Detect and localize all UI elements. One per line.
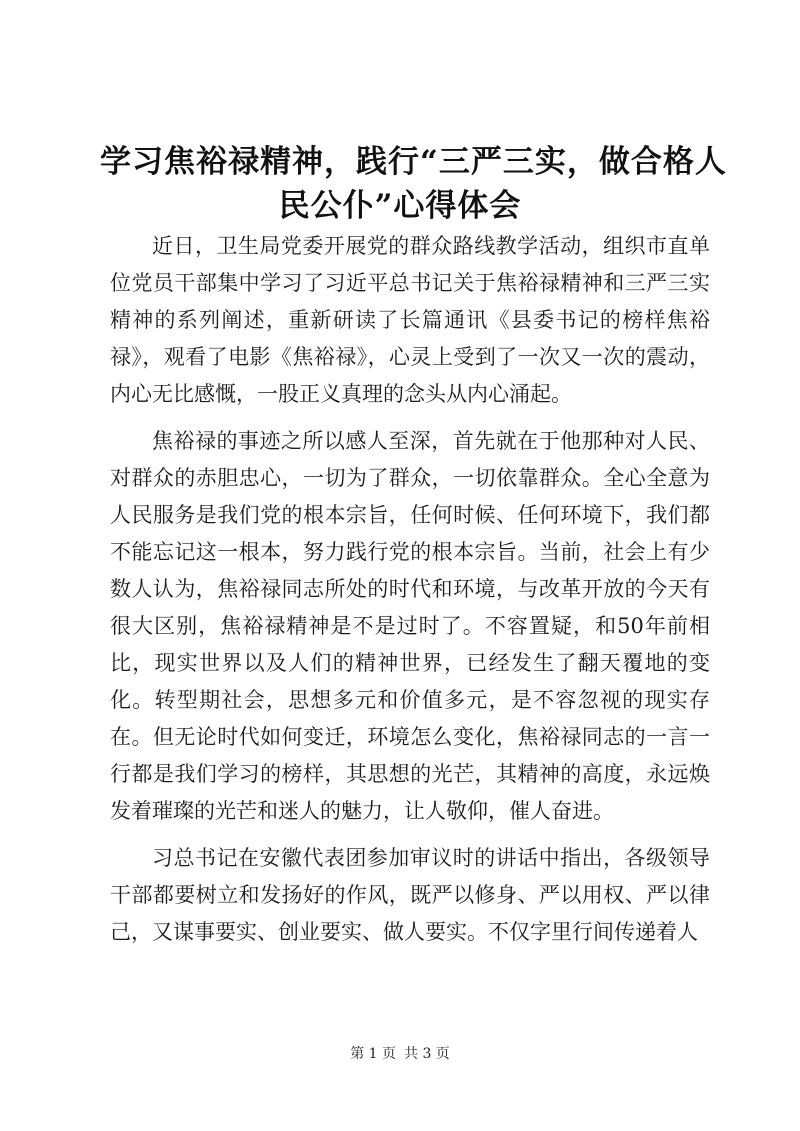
document-title xyxy=(100,140,727,228)
page-total: 共 3 页 xyxy=(404,1046,450,1062)
page-footer xyxy=(0,1044,800,1064)
title-line-1: 学习焦裕禄精神，践行“三严三实，做合格人 xyxy=(100,144,727,180)
paragraph-1: 近日，卫生局党委开展党的群众路线教学活动，组织市直单位党员干部集中学习了习近平总书记关于焦裕禄精神和三严三实精神的系列阐述，重新研读了长篇通讯《县委书记的榜样焦裕禄》，观看了电影《焦裕禄》，心灵上受到了一次又一次的震动，内心无比感慨，一股正义真理的念头从内心涌起。 xyxy=(110,234,710,406)
document-body xyxy=(110,228,710,961)
page-number: 第 1 页 xyxy=(350,1046,396,1062)
title-line-2: 民公仆”心得体会 xyxy=(278,188,522,224)
paragraph-2: 焦裕禄的事迹之所以感人至深，首先就在于他那种对人民、对群众的赤胆忠心，一切为了群众，一切依靠群众。全心全意为人民服务是我们党的根本宗旨，任何时候、任何环境下，我们都不能忘记这一根本，努力践行党的根本宗旨。当前，社会上有少数人认为，焦裕禄同志所处的时代和环境，与改革开放的今天有很大区别，焦裕禄精神是不是过时了。不容置疑，和50年前相比，现实世界以及人们的精神世界，已经发生了翻天覆地的变化。转型期社会，思想多元和价值多元，是不容忽视的现实存在。但无论时代如何变迁，环境怎么变化，焦裕禄同志的一言一行都是我们学习的榜样，其思想的光芒，其精神的高度，永远焕发着璀璨的光芒和迷人的魅力，让人敬仰，催人奋进。 xyxy=(110,429,710,823)
paragraph-3: 习总书记在安徽代表团参加审议时的讲话中指出，各级领导干部都要树立和发扬好的作风，既严以修身、严以用权、严以律己，又谋事要实、创业要实、做人要实。不仅字里行间传递着人 xyxy=(110,846,710,944)
